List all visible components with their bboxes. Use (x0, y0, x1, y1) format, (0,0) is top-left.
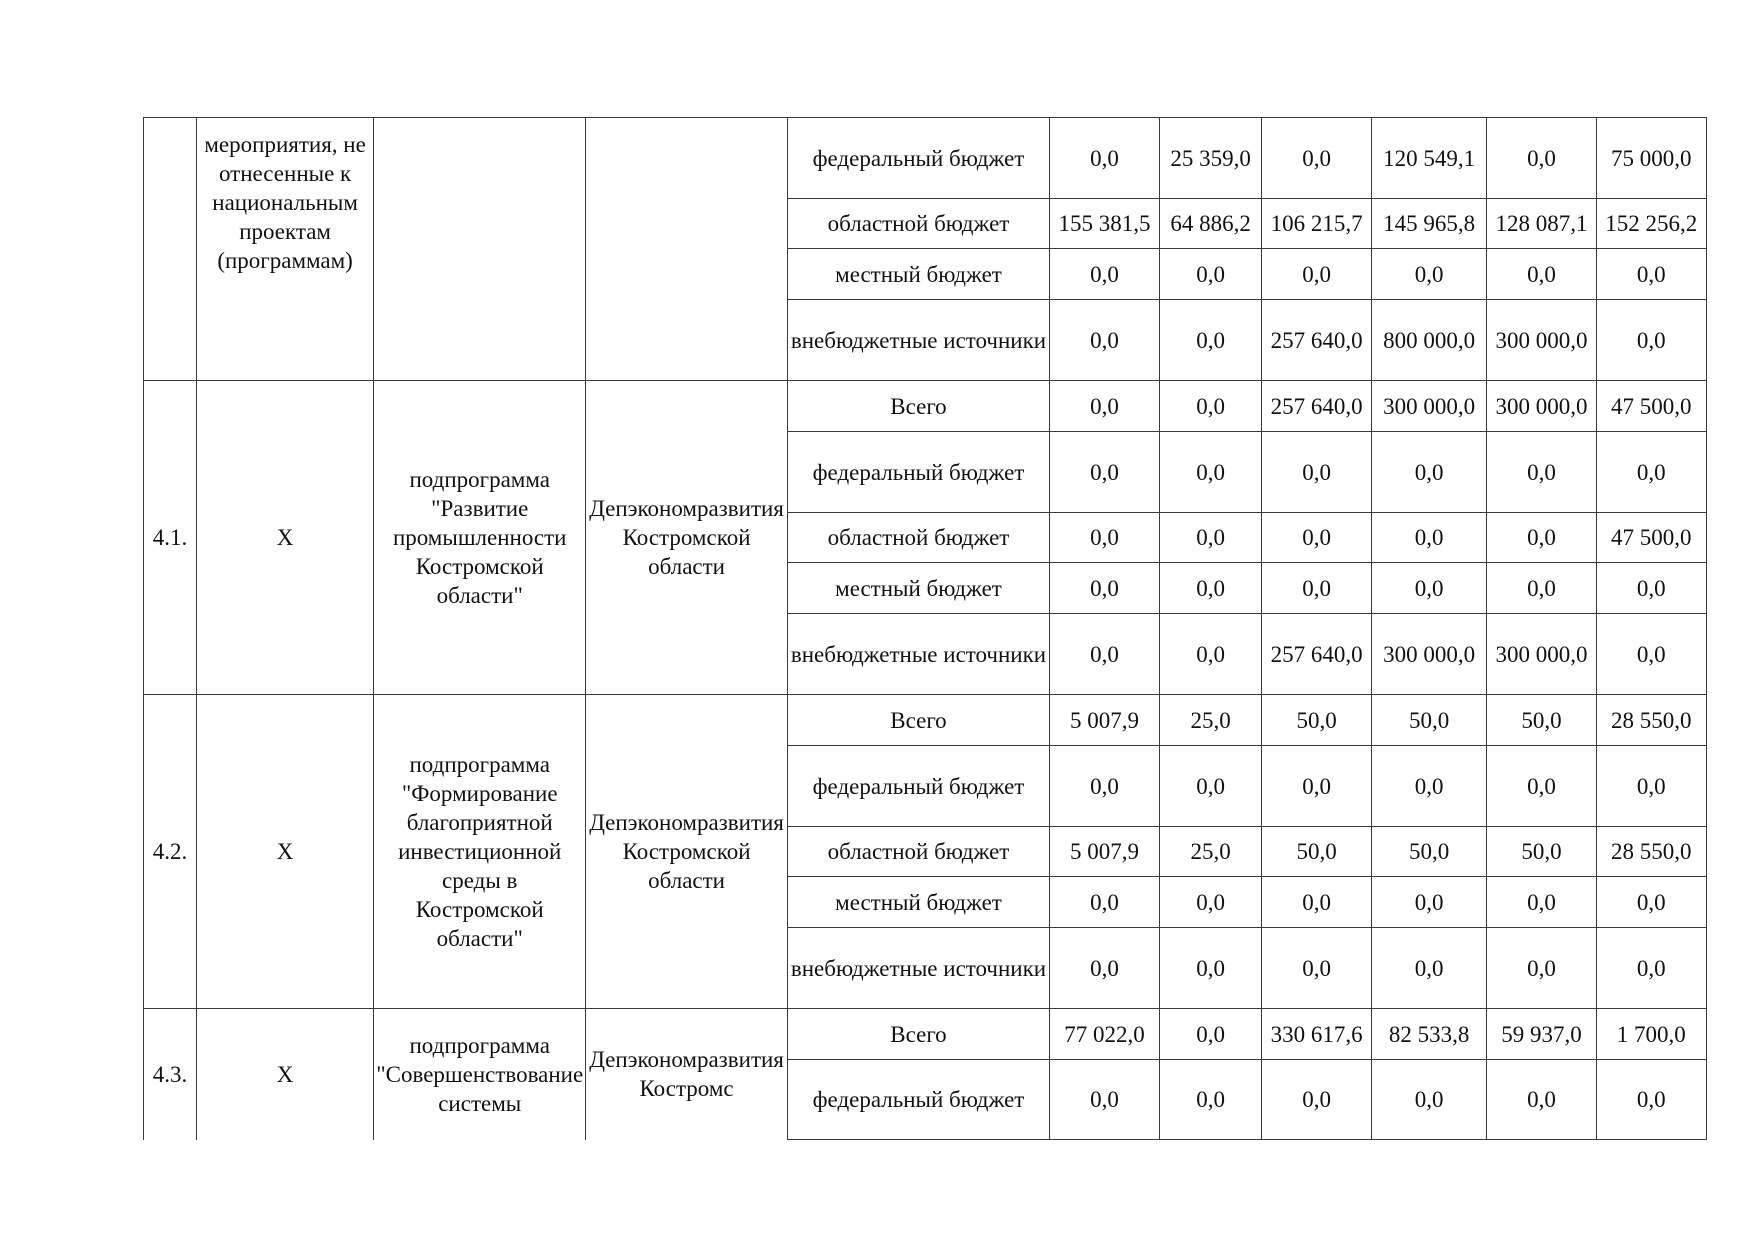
table-row (144, 381, 1754, 432)
table-row (144, 1009, 1754, 1060)
value-2020: 0,0 (1159, 746, 1261, 827)
value-2021: 257 640,0 (1262, 614, 1372, 695)
value-2019: 155 381,5 (1050, 199, 1160, 249)
value-2022: 0,0 (1372, 513, 1487, 563)
funding-source: федеральный бюджет (787, 1060, 1049, 1140)
value-2021: 257 640,0 (1262, 381, 1372, 432)
value-2020: 0,0 (1159, 300, 1261, 381)
value-2024: 0,0 (1596, 249, 1706, 300)
value-2024: 47 500,0 (1596, 381, 1706, 432)
value-2019: 0,0 (1050, 1060, 1160, 1140)
value-2024: 0,0 (1596, 1060, 1706, 1140)
funding-source: внебюджетные источники (787, 300, 1049, 381)
subprogram-name: подпрограмма "Формирование благоприятной инвестиционной среды в Костромской области" (374, 695, 586, 1009)
goal-cell: X (196, 1009, 373, 1140)
value-2020: 0,0 (1159, 877, 1261, 928)
funding-source: Всего (787, 381, 1049, 432)
value-2020: 0,0 (1159, 432, 1261, 513)
value-2022: 0,0 (1372, 928, 1487, 1009)
value-2021: 50,0 (1262, 695, 1372, 746)
table-row (144, 118, 1754, 199)
funding-source: областной бюджет (787, 199, 1049, 249)
value-2020: 25 359,0 (1159, 118, 1261, 199)
value-2023: 0,0 (1487, 118, 1597, 199)
value-2021: 330 617,6 (1262, 1009, 1372, 1060)
value-2020: 0,0 (1159, 513, 1261, 563)
value-2024: 0,0 (1596, 300, 1706, 381)
executor-cell (586, 118, 788, 381)
value-2019: 77 022,0 (1050, 1009, 1160, 1060)
value-2020: 0,0 (1159, 1060, 1261, 1140)
value-2023: 50,0 (1487, 827, 1597, 877)
value-2021: 0,0 (1262, 1060, 1372, 1140)
value-2021: 0,0 (1262, 249, 1372, 300)
executor-cell: Депэкономразвития Костромской области (586, 695, 788, 1009)
value-2021: 257 640,0 (1262, 300, 1372, 381)
value-2022: 50,0 (1372, 827, 1487, 877)
value-2022: 800 000,0 (1372, 300, 1487, 381)
funding-source: областной бюджет (787, 827, 1049, 877)
value-2022: 0,0 (1372, 1060, 1487, 1140)
value-2019: 5 007,9 (1050, 695, 1160, 746)
value-2024: 1 700,0 (1596, 1009, 1706, 1060)
value-2022: 0,0 (1372, 563, 1487, 614)
funding-source: Всего (787, 1009, 1049, 1060)
value-2023: 59 937,0 (1487, 1009, 1597, 1060)
value-2023: 300 000,0 (1487, 614, 1597, 695)
value-2021: 0,0 (1262, 513, 1372, 563)
value-2023: 0,0 (1487, 1060, 1597, 1140)
budget-table (143, 117, 1754, 1140)
goal-cell: X (196, 695, 373, 1009)
value-2021: 0,0 (1262, 432, 1372, 513)
value-2023: 300 000,0 (1487, 300, 1597, 381)
value-2023: 128 087,1 (1487, 199, 1597, 249)
row-number: 4.3. (144, 1009, 197, 1140)
funding-source: внебюджетные источники (787, 614, 1049, 695)
value-2019: 0,0 (1050, 563, 1160, 614)
value-2021: 0,0 (1262, 877, 1372, 928)
executor-cell: Депэкономразвития Костромс (586, 1009, 788, 1140)
subprogram-name (374, 118, 586, 381)
value-2020: 25,0 (1159, 827, 1261, 877)
value-2022: 0,0 (1372, 746, 1487, 827)
subprogram-name: подпрограмма "Совершенствование системы (374, 1009, 586, 1140)
value-2024: 75 000,0 (1596, 118, 1706, 199)
value-2019: 0,0 (1050, 381, 1160, 432)
value-2024: 0,0 (1596, 928, 1706, 1009)
value-2019: 0,0 (1050, 432, 1160, 513)
value-2019: 0,0 (1050, 928, 1160, 1009)
value-2019: 0,0 (1050, 746, 1160, 827)
value-2019: 0,0 (1050, 614, 1160, 695)
value-2024: 0,0 (1596, 614, 1706, 695)
row-number: 4.2. (144, 695, 197, 1009)
value-2021: 106 215,7 (1262, 199, 1372, 249)
value-2021: 0,0 (1262, 563, 1372, 614)
value-2023: 0,0 (1487, 746, 1597, 827)
value-2022: 50,0 (1372, 695, 1487, 746)
value-2019: 0,0 (1050, 300, 1160, 381)
value-2023: 0,0 (1487, 877, 1597, 928)
value-2021: 0,0 (1262, 746, 1372, 827)
value-2024: 0,0 (1596, 746, 1706, 827)
value-2020: 0,0 (1159, 249, 1261, 300)
value-2022: 0,0 (1372, 249, 1487, 300)
subprogram-name: подпрограмма "Развитие промышленности Костромской области" (374, 381, 586, 695)
goal-cell: X (196, 381, 373, 695)
row-number: 4.1. (144, 381, 197, 695)
funding-source: федеральный бюджет (787, 746, 1049, 827)
value-2019: 5 007,9 (1050, 827, 1160, 877)
value-2020: 0,0 (1159, 381, 1261, 432)
value-2022: 82 533,8 (1372, 1009, 1487, 1060)
value-2021: 0,0 (1262, 118, 1372, 199)
value-2023: 0,0 (1487, 563, 1597, 614)
value-2024: 0,0 (1596, 432, 1706, 513)
value-2023: 50,0 (1487, 695, 1597, 746)
value-2022: 300 000,0 (1372, 381, 1487, 432)
value-2023: 0,0 (1487, 432, 1597, 513)
funding-source: местный бюджет (787, 563, 1049, 614)
goal-cell: мероприятия, не отнесенные к национальным проектам (программам) (196, 118, 373, 381)
value-2020: 25,0 (1159, 695, 1261, 746)
value-2021: 0,0 (1262, 928, 1372, 1009)
value-2019: 0,0 (1050, 513, 1160, 563)
row-number (144, 118, 197, 381)
funding-source: федеральный бюджет (787, 432, 1049, 513)
value-2022: 120 549,1 (1372, 118, 1487, 199)
funding-source: местный бюджет (787, 249, 1049, 300)
value-2024: 28 550,0 (1596, 827, 1706, 877)
value-2021: 50,0 (1262, 827, 1372, 877)
value-2020: 0,0 (1159, 1009, 1261, 1060)
value-2023: 0,0 (1487, 513, 1597, 563)
value-2023: 0,0 (1487, 249, 1597, 300)
value-2020: 0,0 (1159, 563, 1261, 614)
value-2022: 0,0 (1372, 432, 1487, 513)
value-2023: 300 000,0 (1487, 381, 1597, 432)
value-2024: 0,0 (1596, 563, 1706, 614)
value-2024: 0,0 (1596, 877, 1706, 928)
funding-source: внебюджетные источники (787, 928, 1049, 1009)
value-2020: 64 886,2 (1159, 199, 1261, 249)
executor-cell: Депэкономразвития Костромской области (586, 381, 788, 695)
funding-source: Всего (787, 695, 1049, 746)
value-2022: 145 965,8 (1372, 199, 1487, 249)
value-2019: 0,0 (1050, 877, 1160, 928)
value-2019: 0,0 (1050, 249, 1160, 300)
table-row (144, 695, 1754, 746)
budget-table-body (144, 118, 1754, 1140)
value-2024: 28 550,0 (1596, 695, 1706, 746)
value-2024: 47 500,0 (1596, 513, 1706, 563)
funding-source: областной бюджет (787, 513, 1049, 563)
value-2020: 0,0 (1159, 614, 1261, 695)
value-2024: 152 256,2 (1596, 199, 1706, 249)
funding-source: местный бюджет (787, 877, 1049, 928)
value-2020: 0,0 (1159, 928, 1261, 1009)
value-2023: 0,0 (1487, 928, 1597, 1009)
value-2022: 0,0 (1372, 877, 1487, 928)
value-2022: 300 000,0 (1372, 614, 1487, 695)
value-2019: 0,0 (1050, 118, 1160, 199)
funding-source: федеральный бюджет (787, 118, 1049, 199)
